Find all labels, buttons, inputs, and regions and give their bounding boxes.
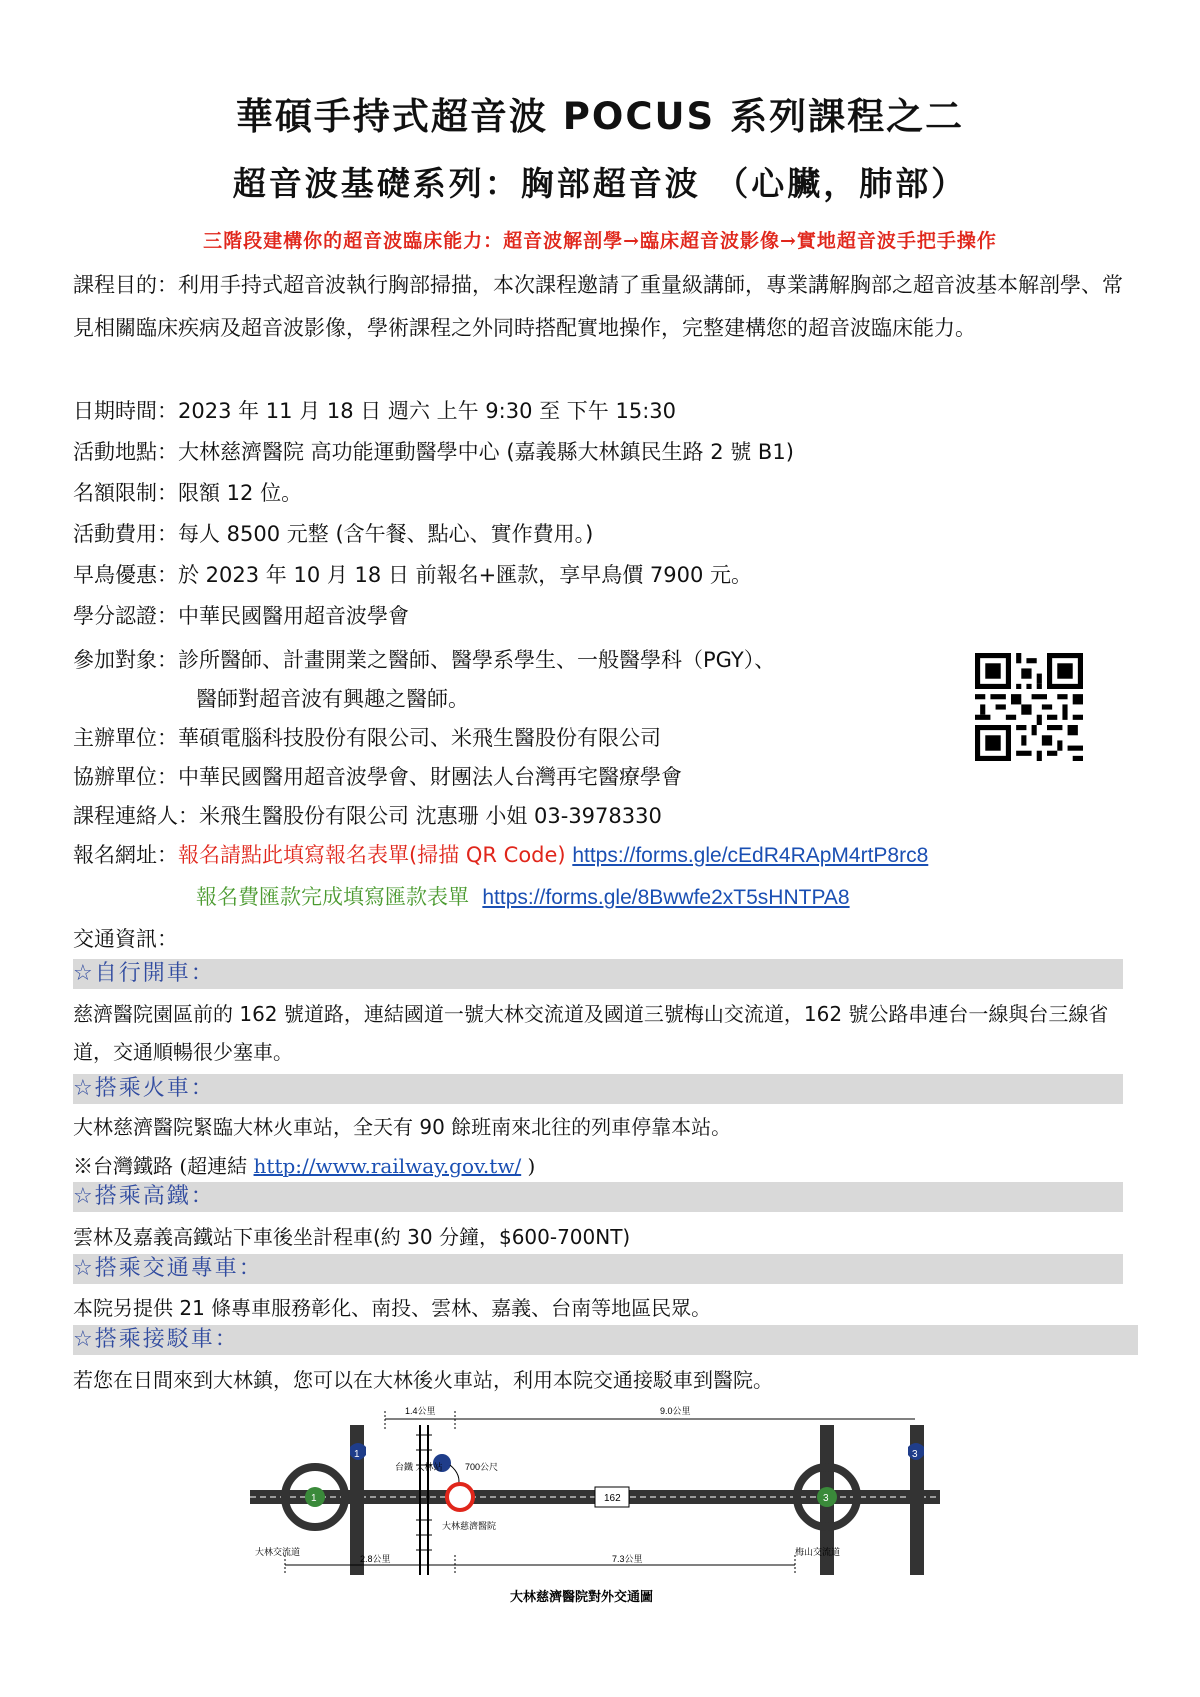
map-dist-bottom-left: 2.8公里	[360, 1554, 391, 1564]
contact: 課程連絡人：米飛生醫股份有限公司 沈惠珊 小姐 03-3978330	[73, 804, 662, 828]
target-audience-cont: 醫師對超音波有興趣之醫師。	[196, 687, 469, 711]
tagline: 三階段建構你的超音波臨床能力：超音波解剖學→臨床超音波影像→實地超音波手把手操作	[203, 230, 997, 252]
map-dist-bottom-right: 7.3公里	[612, 1554, 643, 1564]
map-dist-top-right: 9.0公里	[660, 1406, 691, 1416]
map-ic1-number: 1	[311, 1493, 317, 1504]
map-dist-top-left: 1.4公里	[405, 1406, 436, 1416]
section-driving-heading: ☆自行開車：	[73, 959, 1123, 989]
registration-text: 報名請點此填寫報名表單(掃描 QR Code)	[178, 843, 566, 867]
section-connector-heading: ☆搭乘接駁車：	[73, 1325, 1138, 1355]
date-time: 日期時間：2023 年 11 月 18 日 週六 上午 9:30 至 下午 15:30	[73, 399, 676, 423]
section-hsr-body: 雲林及嘉義高鐵站下車後坐計程車(約 30 分鐘，$600-700NT)	[73, 1225, 631, 1249]
map-walk-distance: 700公尺	[465, 1462, 499, 1472]
page-subtitle: 超音波基礎系列：胸部超音波 （心臟，肺部）	[232, 164, 968, 203]
page-title: 華碩手持式超音波 POCUS 系列課程之二	[235, 95, 965, 138]
map-shield-1: 1	[354, 1449, 360, 1460]
section-driving-body: 慈濟醫院園區前的 162 號道路，連結國道一號大林交流道及國道三號梅山交流道，162 號公路串連台一線與台三線省道，交通順暢很少塞車。	[73, 1002, 1109, 1064]
map-left-ic: 大林交流道	[255, 1547, 301, 1557]
registration-row	[73, 840, 928, 871]
map-caption: 大林慈濟醫院對外交通圖	[510, 1589, 654, 1604]
registration-link[interactable]: https://forms.gle/cEdR4RApM4rtP8rc8	[572, 844, 929, 867]
target-audience: 參加對象：診所醫師、計畫開業之醫師、醫學系學生、一般醫學科（PGY）、	[73, 648, 776, 672]
organizer: 主辦單位：華碩電腦科技股份有限公司、米飛生醫股份有限公司	[73, 726, 661, 750]
transport-map	[250, 1405, 950, 1615]
railway-link[interactable]: http://www.railway.gov.tw/	[253, 1154, 522, 1178]
transport-label: 交通資訊：	[73, 927, 178, 951]
map-station-label: 台鐵 大林站	[395, 1462, 443, 1472]
section-shuttle-bus-body: 本院另提供 21 條專車服務彰化、南投、雲林、嘉義、台南等地區民眾。	[73, 1296, 712, 1320]
payment-link[interactable]: https://forms.gle/8Bwwfe2xT5sHNTPA8	[482, 886, 850, 909]
map-ic3-number: 3	[823, 1493, 829, 1504]
quota: 名額限制：限額 12 位。	[73, 481, 303, 505]
co-organizer: 協辦單位：中華民國醫用超音波學會、財團法人台灣再宅醫療學會	[73, 765, 682, 789]
payment-text: 報名費匯款完成填寫匯款表單	[196, 885, 469, 909]
credit: 學分認證：中華民國醫用超音波學會	[73, 604, 409, 628]
payment-row	[196, 882, 850, 913]
railway-suffix: )	[521, 1154, 536, 1178]
section-connector-body: 若您在日間來到大林鎮，您可以在大林後火車站，利用本院交通接駁車到醫院。	[73, 1368, 773, 1392]
fee: 活動費用：每人 8500 元整 (含午餐、點心、實作費用。)	[73, 522, 594, 546]
section-train-body: 大林慈濟醫院緊臨大林火車站，全天有 90 餘班南來北往的列車停靠本站。	[73, 1115, 732, 1139]
map-shield-3: 3	[912, 1449, 918, 1460]
qr-code[interactable]	[975, 653, 1083, 761]
section-train-heading: ☆搭乘火車：	[73, 1074, 1123, 1104]
map-right-ic: 梅山交流道	[795, 1547, 841, 1557]
map-hospital-label: 大林慈濟醫院	[442, 1521, 497, 1531]
registration-label: 報名網址：	[73, 843, 178, 867]
section-shuttle-bus-heading: ☆搭乘交通專車：	[73, 1254, 1123, 1284]
railway-prefix: ※台灣鐵路 (超連結	[73, 1154, 254, 1178]
railway-line	[73, 1147, 1138, 1185]
location: 活動地點：大林慈濟醫院 高功能運動醫學中心 (嘉義縣大林鎮民生路 2 號 B1)	[73, 440, 794, 464]
section-hsr-heading: ☆搭乘高鐵：	[73, 1182, 1123, 1212]
map-road-162: 162	[604, 1493, 621, 1504]
early-bird: 早鳥優惠：於 2023 年 10 月 18 日 前報名+匯款，享早鳥價 7900 元。	[73, 563, 753, 587]
course-purpose: 課程目的：利用手持式超音波執行胸部掃描，本次課程邀請了重量級講師，專業講解胸部之超音波基本解剖學、常見相關臨床疾病及超音波影像，學術課程之外同時搭配實地操作，完整建構您的超音波臨床能力。	[73, 273, 1123, 340]
